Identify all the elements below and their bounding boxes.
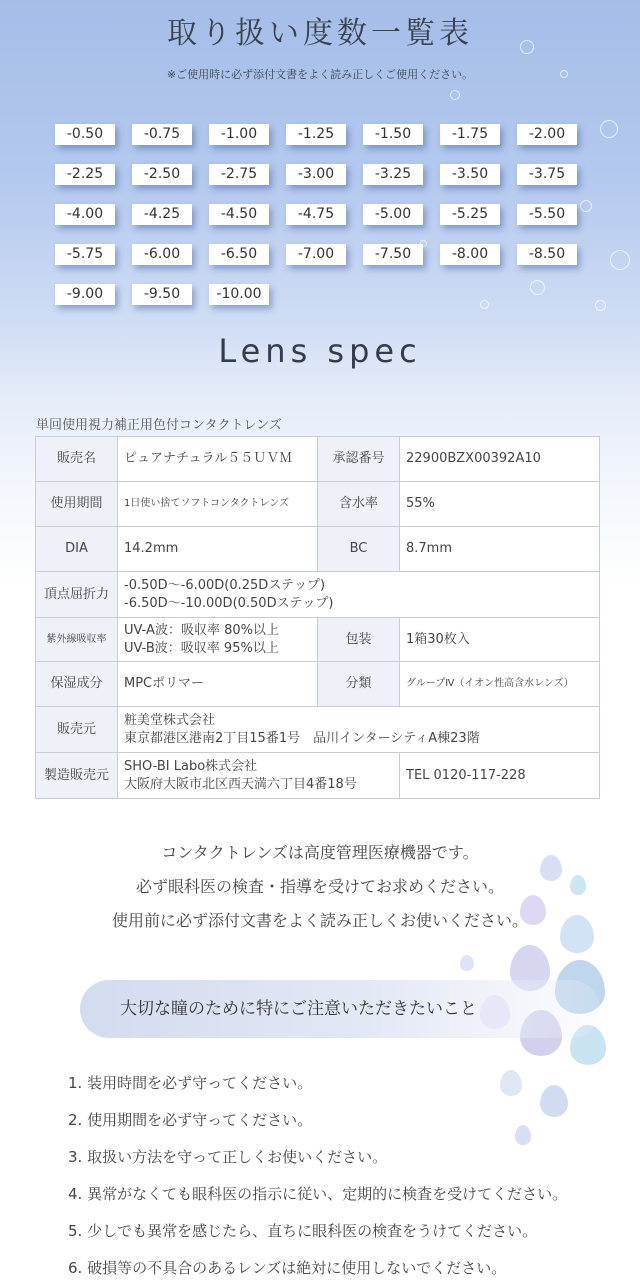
spec-table: [35, 436, 600, 799]
power-chip: -3.50: [440, 164, 500, 185]
table-row: [36, 753, 600, 799]
table-row: [36, 662, 600, 707]
spec-value: [118, 707, 600, 753]
spec-value: [118, 753, 400, 799]
power-chip: -1.50: [363, 124, 423, 145]
power-chip: -9.50: [132, 284, 192, 305]
spec-value: ピュアナチュラル５５ＵＶＭ: [118, 437, 318, 482]
power-chip: -0.50: [55, 124, 115, 145]
spec-label: 使用期間: [36, 482, 118, 527]
spec-label: 販売元: [36, 707, 118, 753]
spec-caption: 単回使用視力補正用色付コンタクトレンズ: [36, 418, 282, 433]
power-chip: -0.75: [132, 124, 192, 145]
spec-value: 55%: [400, 482, 600, 527]
power-chip: -8.50: [517, 244, 577, 265]
power-chip: -8.00: [440, 244, 500, 265]
care-line: コンタクトレンズは高度管理医療機器です。: [161, 843, 479, 862]
power-chip: -5.25: [440, 204, 500, 225]
power-chip: -5.50: [517, 204, 577, 225]
power-chip: -7.00: [286, 244, 346, 265]
power-chip: -7.50: [363, 244, 423, 265]
seller-name: 粧美堂株式会社: [124, 712, 216, 728]
table-row: [36, 572, 600, 618]
table-row: [36, 618, 600, 662]
power-chip: -1.25: [286, 124, 346, 145]
spec-label: 承認番号: [318, 437, 400, 482]
power-chip: -3.75: [517, 164, 577, 185]
lens-spec-title: Lens spec: [218, 332, 422, 370]
power-range-1: -0.50D～-6.00D(0.25Dステップ): [124, 577, 326, 593]
care-line: 必ず眼科医の検査・指導を受けてお求めください。: [135, 877, 504, 896]
power-chip: -2.50: [132, 164, 192, 185]
power-chip: -5.75: [55, 244, 115, 265]
power-chip: -6.50: [209, 244, 269, 265]
list-item: 1. 装用時間を必ず守ってください。: [68, 1074, 313, 1092]
usage-notice: ※ご使用時に必ず添付文書をよく読み正しくご使用ください。: [166, 68, 474, 81]
spec-label: 含水率: [318, 482, 400, 527]
spec-label: 販売名: [36, 437, 118, 482]
spec-value: 1日使い捨てソフトコンタクトレンズ: [118, 482, 318, 527]
power-chip: -6.00: [132, 244, 192, 265]
spec-label: 製造販売元: [36, 753, 118, 799]
spec-label: 分類: [318, 662, 400, 707]
spec-label: DIA: [36, 527, 118, 572]
list-item: 5. 少しでも異常を感じたら、直ちに眼科医の検査をうけてください。: [68, 1222, 538, 1240]
power-chip: -9.00: [55, 284, 115, 305]
power-chip: -1.75: [440, 124, 500, 145]
power-chip: -10.00: [209, 284, 269, 305]
spec-value: 22900BZX00392A10: [400, 437, 600, 482]
spec-value: MPCポリマー: [118, 662, 318, 707]
power-chip: -3.00: [286, 164, 346, 185]
caution-list: [68, 1068, 567, 1285]
spec-value: 14.2mm: [118, 527, 318, 572]
power-chip: -2.75: [209, 164, 269, 185]
power-chip: -1.00: [209, 124, 269, 145]
spec-value: [118, 618, 318, 662]
seller-address: 東京都港区港南2丁目15番1号 品川インターシティA棟23階: [124, 730, 480, 746]
power-chip: -3.25: [363, 164, 423, 185]
caution-banner-text: 大切な瞳のために特にご注意いただきたいこと: [120, 999, 477, 1019]
maker-name: SHO-BI Labo株式会社: [124, 758, 258, 774]
power-chip: -2.00: [517, 124, 577, 145]
power-chip: -5.00: [363, 204, 423, 225]
table-row: [36, 437, 600, 482]
table-row: [36, 707, 600, 753]
spec-value: [118, 572, 600, 618]
power-chip: -2.25: [55, 164, 115, 185]
spec-value: 8.7mm: [400, 527, 600, 572]
spec-label: 頂点屈折力: [36, 572, 118, 618]
spec-value: グループⅣ（イオン性高含水レンズ）: [400, 662, 600, 707]
table-row: [36, 527, 600, 572]
spec-label: 紫外線吸収率: [36, 618, 118, 662]
spec-value: 1箱30枚入: [400, 618, 600, 662]
power-chip: -4.25: [132, 204, 192, 225]
page-title: 取り扱い度数一覧表: [167, 16, 473, 51]
power-chip: -4.00: [55, 204, 115, 225]
spec-label: 包装: [318, 618, 400, 662]
list-item: 3. 取扱い方法を守って正しくお使いください。: [68, 1148, 388, 1166]
care-message: [0, 836, 640, 938]
caution-banner: [80, 980, 600, 1038]
power-chip: -4.75: [286, 204, 346, 225]
list-item: 2. 使用期間を必ず守ってください。: [68, 1111, 313, 1129]
uva-value: UV-A波：吸収率 80%以上: [124, 622, 279, 638]
spec-label: BC: [318, 527, 400, 572]
care-line: 使用前に必ず添付文書をよく読み正しくお使いください。: [111, 911, 528, 930]
spec-label: 保湿成分: [36, 662, 118, 707]
list-item: 4. 異常がなくても眼科医の指示に従い、定期的に検査を受けてください。: [68, 1185, 568, 1203]
uvb-value: UV-B波：吸収率 95%以上: [124, 640, 279, 656]
list-item: 6. 破損等の不具合のあるレンズは絶対に使用しないでください。: [68, 1259, 507, 1277]
tel-value: TEL 0120-117-228: [400, 753, 600, 799]
maker-address: 大阪府大阪市北区西天満六丁目4番18号: [124, 776, 357, 792]
power-range-2: -6.50D～-10.00D(0.50Dステップ): [124, 595, 334, 611]
power-chip: -4.50: [209, 204, 269, 225]
table-row: [36, 482, 600, 527]
